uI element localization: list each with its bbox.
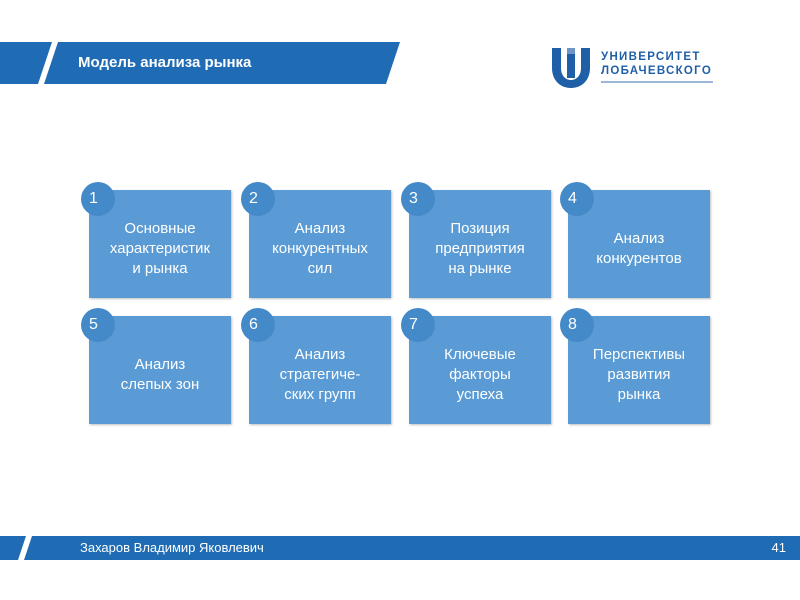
logo-line-1: УНИВЕРСИТЕТ [601,51,701,63]
university-logo [548,44,718,90]
card-number-badge: 7 [401,308,435,342]
card-label: Анализ слепых зон [120,356,200,393]
card-label: Перспективы развития рынка [592,346,686,403]
footer-author: Захаров Владимир Яковлевич [80,540,264,555]
card-label: Позиция предприятия на рынке [435,220,525,277]
card-number-badge: 6 [241,308,275,342]
card-number-badge: 8 [560,308,594,342]
card-label: Ключевые факторы успеха [444,346,516,403]
card-label: Анализ стратегиче- ских групп [279,346,361,403]
card-number-badge: 2 [241,182,275,216]
card-number-badge: 1 [81,182,115,216]
page-title: Модель анализа рынка [78,54,252,71]
logo-underline [601,81,713,83]
logo-line-2: ЛОБАЧЕВСКОГО [601,65,713,77]
card-number-badge: 4 [560,182,594,216]
card-label: Анализ конкурентов [596,230,682,267]
university-emblem-icon [548,44,594,90]
card-label: Основные характеристик и рынка [109,220,211,277]
page-number: 41 [771,540,786,555]
card-number-badge: 3 [401,182,435,216]
card-label: Анализ конкурентных сил [272,220,368,277]
card-number-badge: 5 [81,308,115,342]
